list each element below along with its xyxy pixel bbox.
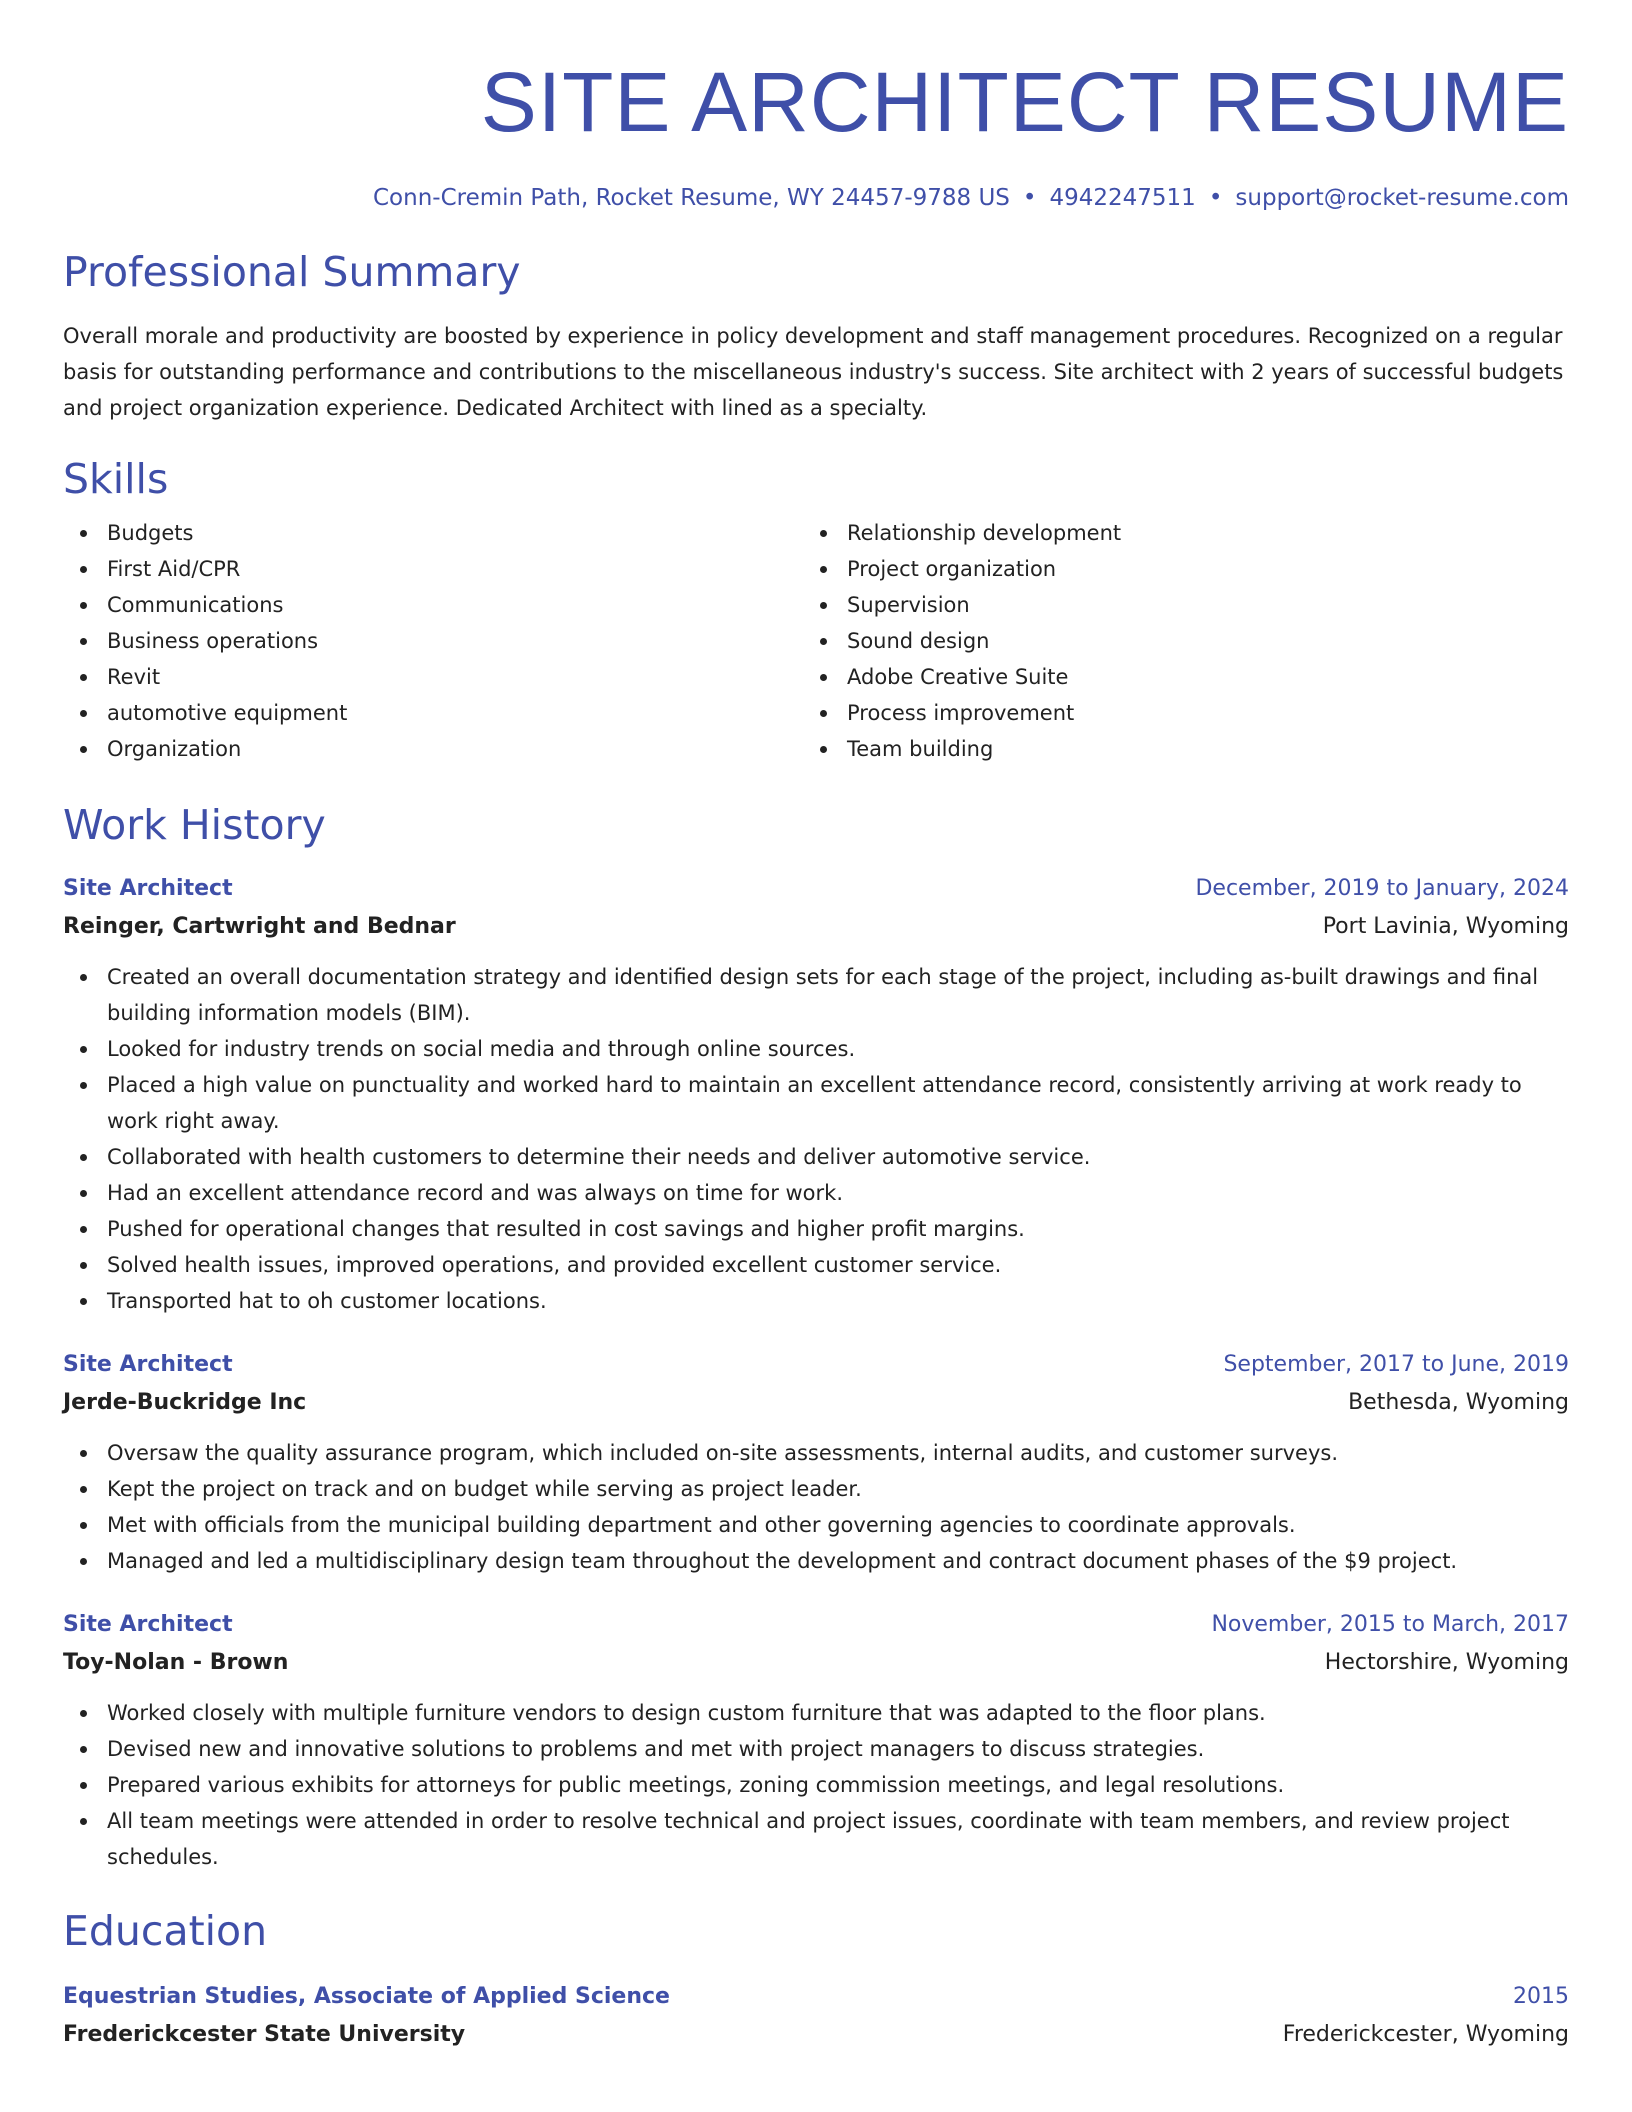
job-bullet: Worked closely with multiple furniture vendors to design custom furniture that was adapted to the floor plans. <box>63 1695 1569 1731</box>
summary-text: Overall morale and productivity are boosted by experience in policy development and staff management procedures. Recognized on a regular basis for outstanding performance and contributions to the miscellaneous industry's success. Site architect with 2 years of successful budgets and project organization experience. Dedicated Architect with lined as a specialty. <box>63 324 1564 420</box>
job-company: Toy-Nolan - Brown <box>63 1650 289 1675</box>
job-role: Site Architect <box>63 1352 233 1377</box>
skill-item: Organization <box>63 731 803 767</box>
contact-email: support@rocket-resume.com <box>1235 185 1569 211</box>
skill-item: Business operations <box>63 623 803 659</box>
skills-column-right <box>803 515 1543 767</box>
job-bullet: Transported hat to oh customer locations. <box>63 1283 1569 1319</box>
job-dates: December, 2019 to January, 2024 <box>1195 876 1569 901</box>
education-entry <box>63 1979 1569 2055</box>
job-bullet: Met with officials from the municipal building department and other governing agencies to coordinate approvals. <box>63 1507 1569 1543</box>
skill-item: Project organization <box>803 551 1543 587</box>
summary-heading: Professional Summary <box>63 248 521 296</box>
job-bullet: Placed a high value on punctuality and worked hard to maintain an excellent attendance record, consistently arriving at work ready to work right away. <box>63 1067 1569 1139</box>
work-history-heading: Work History <box>63 801 326 849</box>
job-bullets <box>63 959 1569 1319</box>
resume-header <box>63 52 1569 214</box>
education-degree: Equestrian Studies, Associate of Applied Science <box>63 1984 670 2009</box>
job-role: Site Architect <box>63 1612 233 1637</box>
skill-item: automotive equipment <box>63 695 803 731</box>
skill-item: Sound design <box>803 623 1543 659</box>
skills-list <box>63 515 1569 767</box>
job-location: Bethesda, Wyoming <box>1348 1390 1569 1415</box>
education-year: 2015 <box>1513 1984 1569 2009</box>
contact-phone: 4942247511 <box>1049 185 1196 211</box>
resume-title: SITE ARCHITECT RESUME <box>480 55 1569 149</box>
skills-column-left <box>63 515 803 767</box>
job-entry <box>63 1347 1569 1579</box>
job-bullets <box>63 1695 1569 1875</box>
job-company: Reinger, Cartwright and Bednar <box>63 914 456 939</box>
job-role: Site Architect <box>63 876 233 901</box>
job-dates: November, 2015 to March, 2017 <box>1211 1612 1569 1637</box>
job-bullet: All team meetings were attended in order to resolve technical and project issues, coordinate with team members, and review project schedules. <box>63 1803 1569 1875</box>
job-bullets <box>63 1435 1569 1579</box>
job-entry <box>63 1607 1569 1875</box>
job-bullet: Solved health issues, improved operations, and provided excellent customer service. <box>63 1247 1569 1283</box>
job-bullet: Created an overall documentation strategy and identified design sets for each stage of the project, including as-built drawings and final building information models (BIM). <box>63 959 1569 1031</box>
skill-item: Communications <box>63 587 803 623</box>
job-entry <box>63 871 1569 1319</box>
job-bullet: Collaborated with health customers to determine their needs and deliver automotive service. <box>63 1139 1569 1175</box>
contact-separator: • <box>1022 185 1037 211</box>
job-bullet: Kept the project on track and on budget while serving as project leader. <box>63 1471 1569 1507</box>
education-school: Frederickcester State University <box>63 2022 466 2047</box>
job-bullet: Oversaw the quality assurance program, which included on-site assessments, internal audits, and customer surveys. <box>63 1435 1569 1471</box>
job-dates: September, 2017 to June, 2019 <box>1223 1352 1569 1377</box>
job-bullet: Devised new and innovative solutions to problems and met with project managers to discuss strategies. <box>63 1731 1569 1767</box>
skill-item: Process improvement <box>803 695 1543 731</box>
skill-item: Supervision <box>803 587 1543 623</box>
contact-address: Conn-Cremin Path, Rocket Resume, WY 24457-9788 US <box>373 185 1010 211</box>
skill-item: First Aid/CPR <box>63 551 803 587</box>
skill-item: Team building <box>803 731 1543 767</box>
job-bullet: Prepared various exhibits for attorneys for public meetings, zoning commission meetings, and legal resolutions. <box>63 1767 1569 1803</box>
job-location: Hectorshire, Wyoming <box>1324 1650 1569 1675</box>
job-location: Port Lavinia, Wyoming <box>1322 914 1569 939</box>
skill-item: Relationship development <box>803 515 1543 551</box>
contact-separator: • <box>1208 185 1223 211</box>
education-heading: Education <box>63 1907 268 1955</box>
job-bullet: Pushed for operational changes that resulted in cost savings and higher profit margins. <box>63 1211 1569 1247</box>
skills-heading: Skills <box>63 455 169 503</box>
job-bullet: Had an excellent attendance record and was always on time for work. <box>63 1175 1569 1211</box>
job-bullet: Looked for industry trends on social media and through online sources. <box>63 1031 1569 1067</box>
contact-line <box>63 182 1569 214</box>
education-location: Frederickcester, Wyoming <box>1282 2022 1569 2047</box>
skill-item: Revit <box>63 659 803 695</box>
job-bullet: Managed and led a multidisciplinary design team throughout the development and contract document phases of the $9 project. <box>63 1543 1569 1579</box>
skill-item: Budgets <box>63 515 803 551</box>
skill-item: Adobe Creative Suite <box>803 659 1543 695</box>
job-company: Jerde-Buckridge Inc <box>63 1390 307 1415</box>
